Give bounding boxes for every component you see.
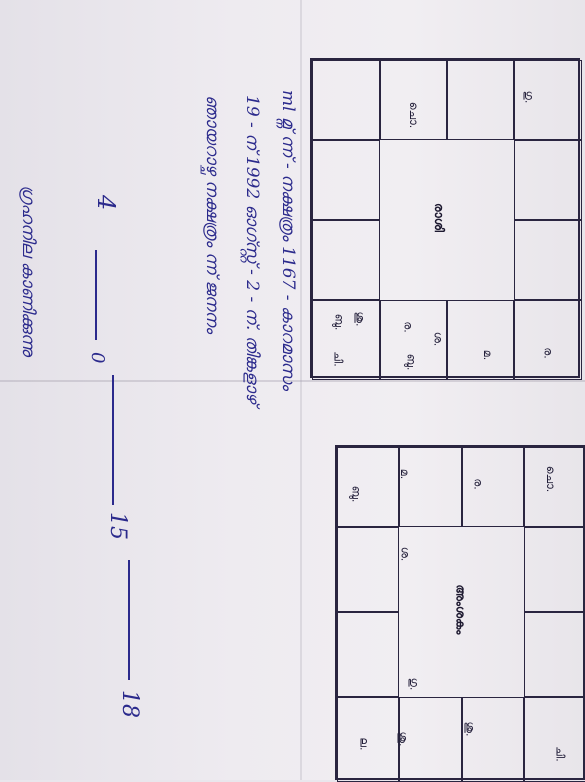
raasi-cell: [312, 300, 380, 380]
raasi-label: ബു.: [332, 313, 346, 331]
note-line-3: ഞായറാഴ്ച നക്ഷത്രം ന്ന് ജനനം: [202, 95, 222, 334]
raasi-label: ര.: [541, 347, 555, 359]
amsha-label: ചൊ.: [544, 465, 558, 493]
raasi-cell: [514, 300, 582, 380]
amsha-cell: [524, 697, 585, 782]
note-dash: [112, 375, 114, 505]
amsha-cell: [337, 612, 399, 697]
raasi-cell: [447, 60, 514, 140]
raasi-label: ര.: [401, 321, 415, 333]
note-dash: [128, 560, 130, 680]
note-num-4: 4: [92, 195, 120, 211]
amsha-label: ചി.: [553, 746, 567, 762]
amsha-chart: [335, 445, 585, 780]
amsha-cell: [337, 447, 399, 527]
raasi-label: ശ.: [431, 331, 445, 347]
raasi-label: മ.: [481, 349, 495, 361]
amsha-label: ഗു.: [407, 677, 421, 691]
amsha-label: മ.: [398, 468, 412, 480]
raasi-cell: [312, 60, 380, 140]
paper-fold-vertical: [300, 0, 302, 780]
raasi-title: രാശി: [431, 203, 446, 232]
amsha-cell: [399, 447, 462, 527]
amsha-label: ബു.: [349, 485, 363, 503]
amsha-label: ശു.: [463, 721, 477, 737]
note-num-15: 15: [105, 512, 130, 540]
amsha-label: ര.: [471, 478, 485, 490]
note-dash: [95, 250, 97, 340]
raasi-cell: [514, 220, 582, 300]
amsha-label: ശ.: [398, 546, 412, 562]
raasi-label: ചൊ.: [407, 101, 421, 129]
amsha-label: ശു.: [396, 731, 410, 747]
amsha-cell: [524, 527, 585, 612]
note-line-2: 19 - ന് 1992 ഓഗ്സ്റ്റ് - 2 - ന്. തിങ്കളാഴ്: [242, 95, 262, 405]
note-num-18: 18: [117, 690, 142, 718]
raasi-label: ശു.: [353, 311, 367, 327]
amsha-cell: [337, 527, 399, 612]
raasi-cell: [312, 140, 380, 220]
amsha-label: ല.: [357, 737, 371, 751]
raasi-cell: [312, 220, 380, 300]
raasi-label: ബു.: [404, 353, 418, 371]
raasi-label: ഗു.: [522, 90, 536, 104]
amsha-cell: [462, 697, 524, 782]
amsha-title: അംശകം: [453, 584, 468, 635]
note-line-4: ഗ്രഹനില കാണിക്കുന്നു: [18, 185, 38, 356]
raasi-label: ചി.: [331, 351, 345, 367]
raasi-cell: [447, 300, 514, 380]
raasi-chart: [310, 58, 580, 378]
note-num-0: 0: [87, 352, 108, 364]
raasi-cell: [514, 140, 582, 220]
amsha-cell: [524, 612, 585, 697]
note-line-1: ml മ്ന് ന്ന് - നക്ഷത്രം 1167 - കാറമാസം: [278, 90, 298, 391]
